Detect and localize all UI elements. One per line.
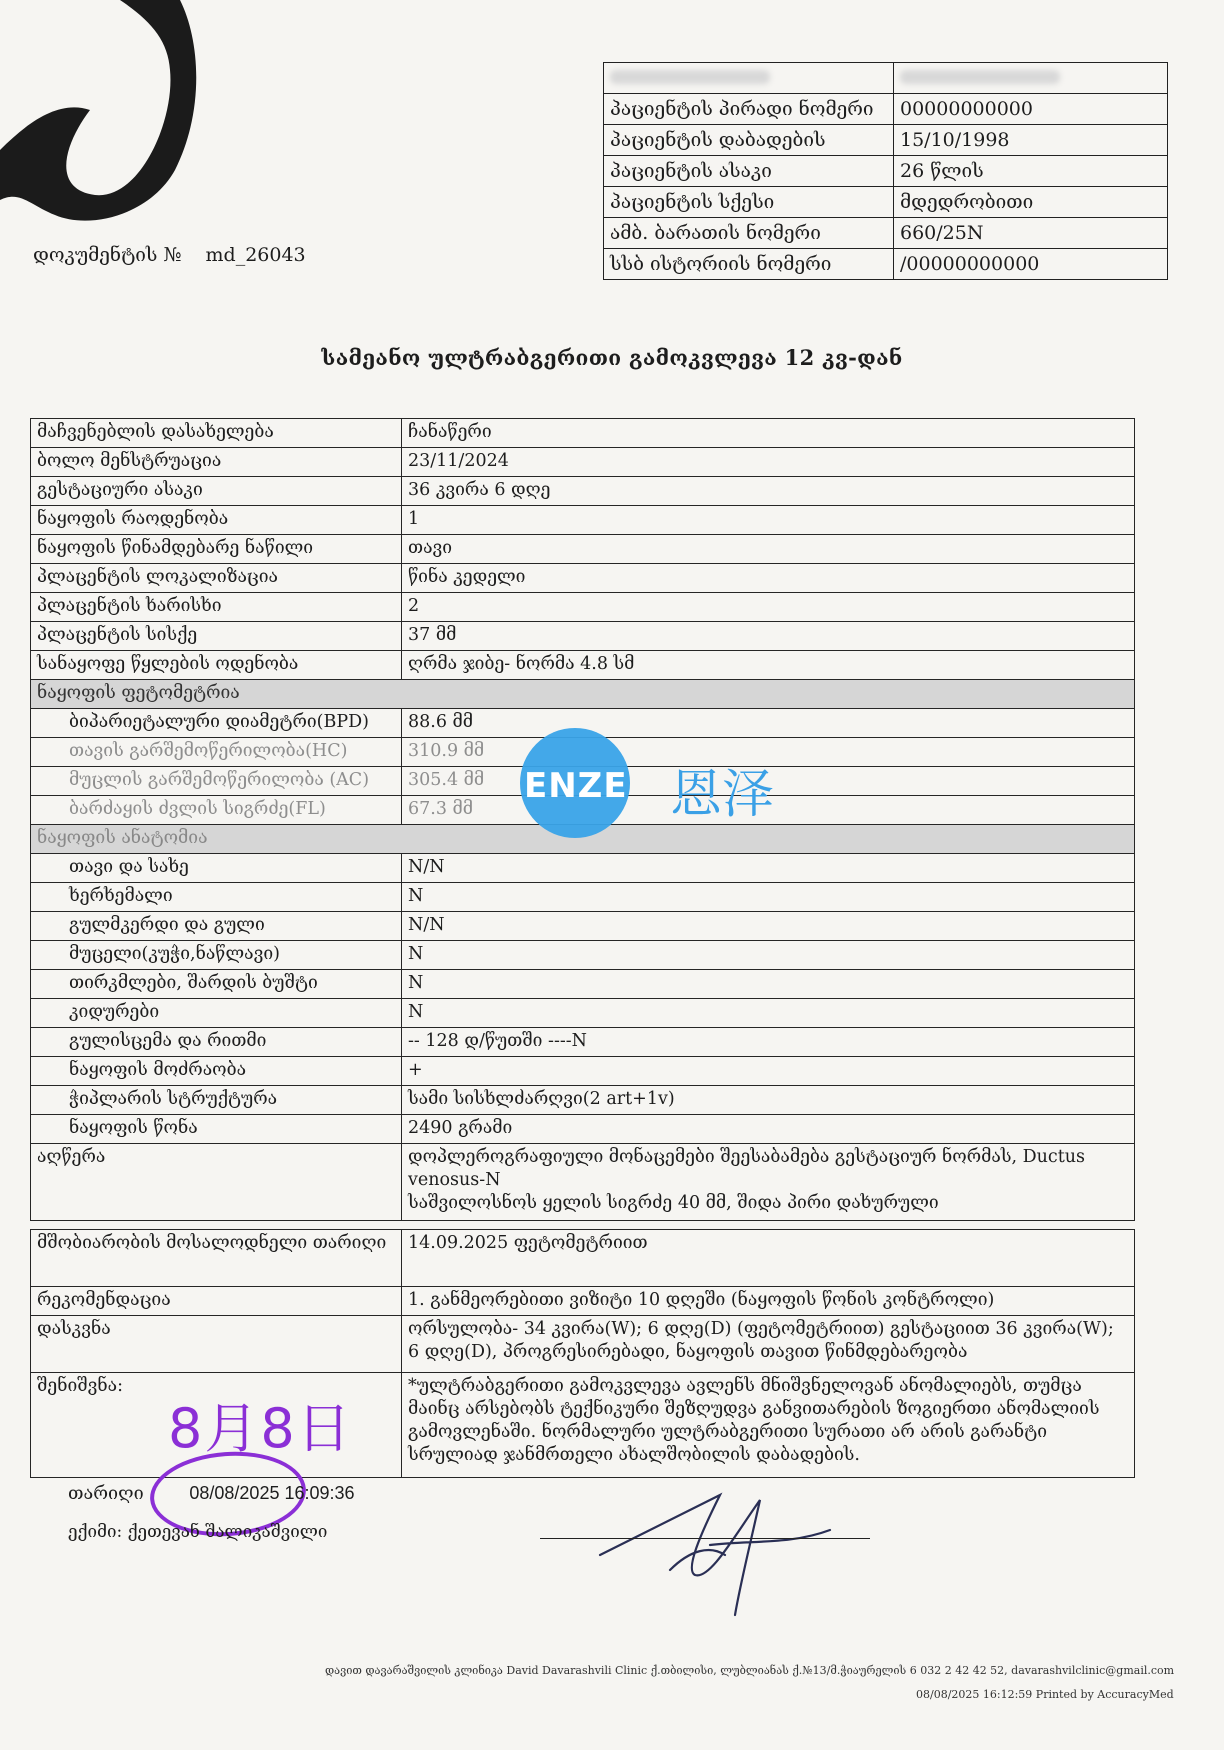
section-anatomy-title: ნაყოფის ანატომია	[31, 825, 1135, 854]
table-row	[31, 1057, 1135, 1086]
page-title: სამეანო ულტრაბგერითი გამოკვლევა 12 კვ-დან	[321, 345, 903, 370]
description-line-1: დოპლეროგრაფიული მონაცემები შეესაბამება გესტაციურ ნორმას, Ductus venosus-N	[408, 1147, 1085, 1190]
due-date-value: 14.09.2025 ფეტომეტრიით	[402, 1230, 1135, 1287]
table-row	[31, 651, 1135, 680]
row-value: ღრმა ჯიბე- ნორმა 4.8 სმ	[402, 651, 1135, 680]
row-value: 36 კვირა 6 დღე	[402, 477, 1135, 506]
recommendation-row	[31, 1287, 1135, 1316]
description-line-2: საშვილოსნოს ყელის სიგრძე 40 მმ, შიდა პირი დახურული	[408, 1193, 939, 1213]
table-row	[31, 970, 1135, 999]
redacted-cell	[604, 63, 894, 94]
row-value: 310.9 მმ	[402, 738, 1135, 767]
row-label: პლაცენტის ხარისხი	[31, 593, 402, 622]
table-row	[31, 535, 1135, 564]
row-value: -- 128 დ/წუთში ----N	[402, 1028, 1135, 1057]
row-value: N	[402, 883, 1135, 912]
table-row	[31, 1086, 1135, 1115]
sign-date-label: თარიღი	[68, 1483, 144, 1504]
corner-scribble-icon	[0, 0, 220, 240]
note-value: *ულტრაბგერითი გამოკვლევა ავლენს მნიშვნელოვან ანომალიებს, თუმცა მაინც არსებობს ტექნიკური შეზღუდვა განვითარების ზოგიერთი ანომალიის გამოვლენაში. ნორმალური ულტრაბგერითი სურათი არ არის გარანტი სრულიად ჯანმრთელი ახალშობილის დაბადების.	[402, 1373, 1135, 1478]
header-label: მაჩვენებლის დასახელება	[31, 419, 402, 448]
table-row	[31, 1115, 1135, 1144]
description-label: აღწერა	[31, 1144, 402, 1221]
description-row	[31, 1144, 1135, 1221]
row-label: პლაცენტის სისქე	[31, 622, 402, 651]
table-row	[31, 941, 1135, 970]
patient-info-table	[603, 62, 1168, 280]
description-value	[402, 1144, 1135, 1221]
sign-date	[68, 1483, 355, 1504]
header-value: ჩანაწერი	[402, 419, 1135, 448]
row-value: 37 მმ	[402, 622, 1135, 651]
table-row	[604, 156, 1168, 187]
row-label: ბოლო მენსტრუაცია	[31, 448, 402, 477]
row-value: 00000000000	[894, 94, 1168, 125]
row-value: 2490 გრამი	[402, 1115, 1135, 1144]
row-value: 67.3 მმ	[402, 796, 1135, 825]
document-number-label: დოკუმენტის №	[33, 244, 182, 266]
row-label: პლაცენტის ლოკალიზაცია	[31, 564, 402, 593]
row-label: ბარძაყის ძვლის სიგრძე(FL)	[31, 796, 402, 825]
conclusion-label: დასკვნა	[31, 1316, 402, 1373]
row-value: 15/10/1998	[894, 125, 1168, 156]
exam-table	[30, 418, 1135, 1478]
row-label: მუცელი(კუჭი,ნაწლავი)	[31, 941, 402, 970]
signature-line	[540, 1538, 870, 1539]
row-label: ნაყოფის მოძრაობა	[31, 1057, 402, 1086]
handwritten-date-annotation: 8月8日	[168, 1397, 353, 1460]
watermark	[520, 728, 820, 838]
row-label: სანაყოფე წყლების ოდენობა	[31, 651, 402, 680]
due-date-label: მშობიარობის მოსალოდნელი თარიღი	[31, 1230, 402, 1287]
spacer-row	[31, 1221, 1135, 1230]
row-label: სსბ ისტორიის ნომერი	[604, 249, 894, 280]
row-value: /00000000000	[894, 249, 1168, 280]
row-label: გესტაციური ასაკი	[31, 477, 402, 506]
table-header-row	[31, 419, 1135, 448]
row-label: ბიპარიეტალური დიამეტრი(BPD)	[31, 709, 402, 738]
row-label: თავის გარშემოწერილობა(HC)	[31, 738, 402, 767]
row-label: თირკმლები, შარდის ბუშტი	[31, 970, 402, 999]
conclusion-value: ორსულობა- 34 კვირა(W); 6 დღე(D) (ფეტომეტრიით) გესტაციით 36 კვირა(W); 6 დღე(D), პროგრესირებადი, ნაყოფის თავით წინმდებარეობა	[402, 1316, 1135, 1373]
table-row	[31, 622, 1135, 651]
table-row	[31, 999, 1135, 1028]
recommendation-value: 1. განმეორებითი ვიზიტი 10 დღეში (ნაყოფის წონის კონტროლი)	[402, 1287, 1135, 1316]
row-value: N	[402, 941, 1135, 970]
row-value: N	[402, 999, 1135, 1028]
table-row	[31, 883, 1135, 912]
row-value: სამი სისხლძარღვი(2 art+1v)	[402, 1086, 1135, 1115]
row-value: 26 წლის	[894, 156, 1168, 187]
row-label: ნაყოფის წინამდებარე ნაწილი	[31, 535, 402, 564]
table-row	[604, 187, 1168, 218]
section-fetometry-title: ნაყოფის ფეტომეტრია	[31, 680, 1135, 709]
row-value: 88.6 მმ	[402, 709, 1135, 738]
conclusion-row	[31, 1316, 1135, 1373]
watermark-chinese: 恩泽	[670, 765, 775, 825]
table-row	[31, 477, 1135, 506]
row-label: პაციენტის ასაკი	[604, 156, 894, 187]
redacted-cell	[894, 63, 1168, 94]
row-value: +	[402, 1057, 1135, 1086]
patient-name-row-redacted	[604, 63, 1168, 94]
row-label: პაციენტის სქესი	[604, 187, 894, 218]
sign-date-value: 08/08/2025 16:09:36	[189, 1483, 355, 1503]
row-value: N	[402, 970, 1135, 999]
row-label: ამბ. ბარათის ნომერი	[604, 218, 894, 249]
row-value: 305.4 მმ	[402, 767, 1135, 796]
table-row	[604, 249, 1168, 280]
due-date-row	[31, 1230, 1135, 1287]
row-label: პაციენტის პირადი ნომერი	[604, 94, 894, 125]
table-row	[604, 94, 1168, 125]
doctor-name: ექიმი: ქეთევან შალიკაშვილი	[68, 1522, 328, 1542]
row-label: ხერხემალი	[31, 883, 402, 912]
table-row	[31, 564, 1135, 593]
row-value: N/N	[402, 912, 1135, 941]
row-label: ჭიპლარის სტრუქტურა	[31, 1086, 402, 1115]
row-label: გულისცემა და რითმი	[31, 1028, 402, 1057]
table-row	[31, 448, 1135, 477]
row-value: წინა კედელი	[402, 564, 1135, 593]
row-label: პაციენტის დაბადების	[604, 125, 894, 156]
row-label: მუცლის გარშემოწერილობა (AC)	[31, 767, 402, 796]
row-label: ნაყოფის რაოდენობა	[31, 506, 402, 535]
table-row	[31, 1028, 1135, 1057]
table-row	[31, 912, 1135, 941]
row-value: მდედრობითი	[894, 187, 1168, 218]
section-fetometry	[31, 680, 1135, 709]
footer-print-info: 08/08/2025 16:12:59 Printed by AccuracyMed	[916, 1688, 1174, 1701]
note-label: შენიშვნა:	[31, 1373, 402, 1478]
row-label: თავი და სახე	[31, 854, 402, 883]
table-row	[31, 854, 1135, 883]
table-row	[604, 218, 1168, 249]
row-value: 660/25N	[894, 218, 1168, 249]
row-value: 23/11/2024	[402, 448, 1135, 477]
footer-clinic-info: დავით დავარაშვილის კლინიკა David Davarashvili Clinic ქ.თბილისი, ლუბლიანას ქ.№13/მ.ჭიაურელის 6 032 2 42 42 52, davarashvilclinic@gmail.com	[325, 1664, 1175, 1677]
row-label: ნაყოფის წონა	[31, 1115, 402, 1144]
row-value: თავი	[402, 535, 1135, 564]
signature-icon	[560, 1475, 890, 1625]
row-value: 1	[402, 506, 1135, 535]
table-row	[31, 593, 1135, 622]
watermark-latin: ENZE	[524, 766, 628, 806]
row-value: 2	[402, 593, 1135, 622]
document-number	[33, 244, 306, 266]
table-row	[604, 125, 1168, 156]
table-row	[31, 506, 1135, 535]
recommendation-label: რეკომენდაცია	[31, 1287, 402, 1316]
document-number-value: md_26043	[205, 244, 306, 266]
row-label: კიდურები	[31, 999, 402, 1028]
row-value: N/N	[402, 854, 1135, 883]
row-label: გულმკერდი და გული	[31, 912, 402, 941]
